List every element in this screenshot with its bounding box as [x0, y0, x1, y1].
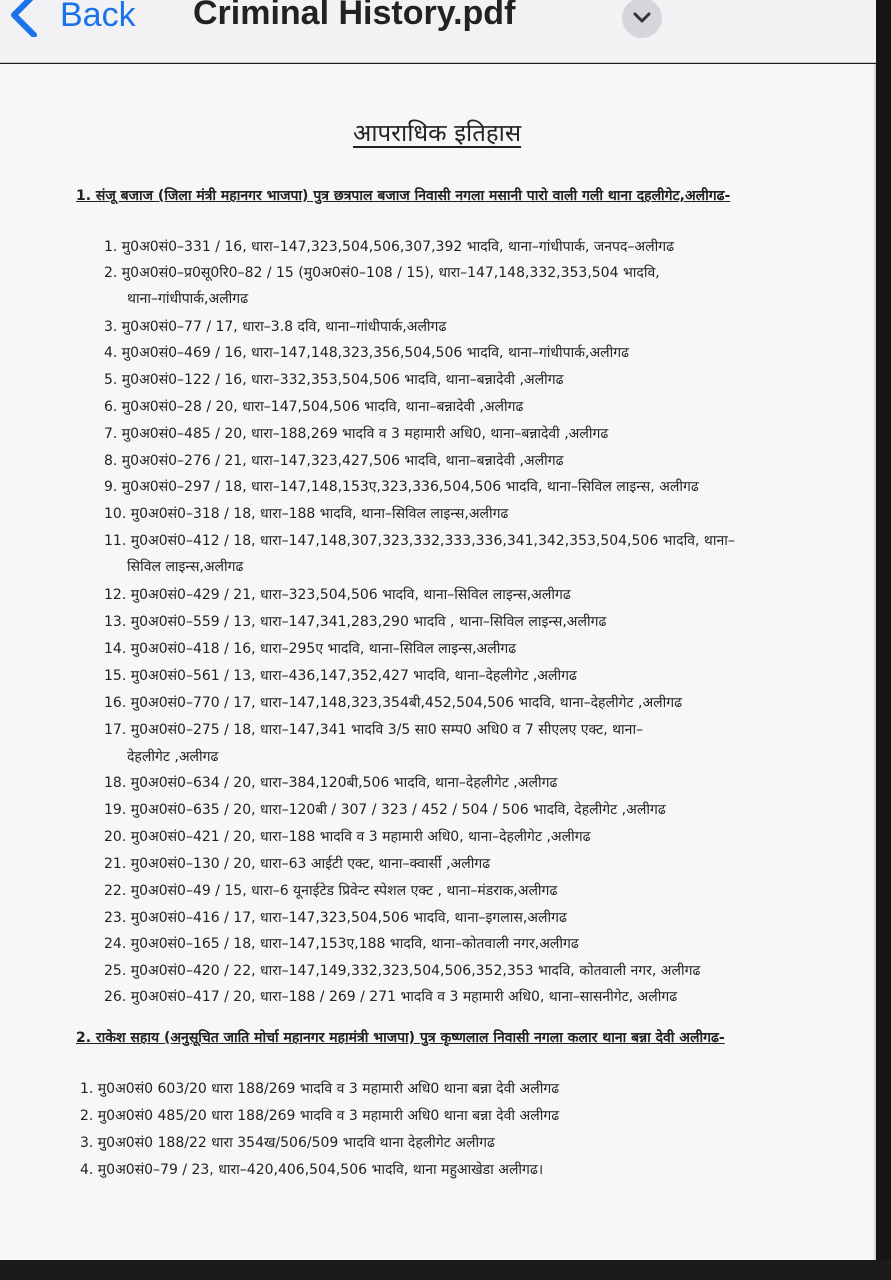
case-entry: 15. मु0अ0सं0–561 / 13, धारा–436,147,352,427 भादवि, थाना–देहलीगेट ,अलीगढ	[104, 668, 577, 684]
case-entry: 17. मु0अ0सं0–275 / 18, धारा–147,341 भादवि 3/5 सा0 सम्प0 अधि0 व 7 सीएलए एक्ट, थाना–	[104, 722, 644, 738]
case-entry: 26. मु0अ0सं0–417 / 20, धारा–188 / 269 / 271 भादवि व 3 महामारी अधि0, थाना–सासनीगेट, अलीगढ	[104, 989, 678, 1005]
back-button[interactable]	[4, 0, 136, 40]
section-2-heading: 2. राकेश सहाय (अनुसूचित जाति मोर्चा महानगर महामंत्री भाजपा) पुत्र कृष्णलाल निवासी नगला कलार थाना बन्ना देवी अलीगढ-	[76, 1030, 725, 1046]
case-entry: 19. मु0अ0सं0–635 / 20, धारा–120बी / 307 / 323 / 452 / 504 / 506 भादवि, देहलीगेट ,अलीगढ	[104, 802, 666, 818]
case-entry: 21. मु0अ0सं0–130 / 20, धारा–63 आईटी एक्ट, थाना–क्वार्सी ,अलीगढ	[104, 856, 491, 872]
case-entry: 4. मु0अ0सं0–469 / 16, धारा–147,148,323,356,504,506 भादवि, थाना–गांधीपार्क,अलीगढ	[104, 345, 630, 361]
case-entry: 20. मु0अ0सं0–421 / 20, धारा–188 भादवि व 3 महामारी अधि0, थाना–देहलीगेट ,अलीगढ	[104, 829, 591, 845]
case-entry: 14. मु0अ0सं0–418 / 16, धारा–295ए भादवि, थाना–सिविल लाइन्स,अलीगढ	[104, 641, 517, 657]
case-entry: 18. मु0अ0सं0–634 / 20, धारा–384,120बी,506 भादवि, थाना–देहलीगेट ,अलीगढ	[104, 775, 558, 791]
screen-bottom-edge	[0, 1260, 891, 1280]
case-entry: 4. मु0अ0सं0–79 / 23, धारा–420,406,504,506 भादवि, थाना महुआखेडा अलीगढ।	[80, 1162, 544, 1178]
case-entry: 3. मु0अ0सं0 188/22 धारा 354ख/506/509 भादवि थाना देहलीगेट अलीगढ	[80, 1135, 495, 1151]
case-entry: 7. मु0अ0सं0–485 / 20, धारा–188,269 भादवि व 3 महामारी अधि0, थाना–बन्नादेवी ,अलीगढ	[104, 426, 609, 442]
document-heading: आपराधिक इतिहास	[353, 119, 522, 147]
case-entry: 2. मु0अ0सं0 485/20 धारा 188/269 भादवि व 3 महामारी अधि0 थाना बन्ना देवी अलीगढ	[80, 1108, 560, 1124]
chevron-left-icon	[4, 0, 46, 37]
case-entry: 12. मु0अ0सं0–429 / 21, धारा–323,504,506 भादवि, थाना–सिविल लाइन्स,अलीगढ	[104, 587, 571, 603]
case-entry: 6. मु0अ0सं0–28 / 20, धारा–147,504,506 भादवि, थाना–बन्नादेवी ,अलीगढ	[104, 399, 524, 415]
top-navigation-bar	[0, 0, 891, 63]
case-entry: 23. मु0अ0सं0–416 / 17, धारा–147,323,504,506 भादवि, थाना–इगलास,अलीगढ	[104, 910, 567, 926]
case-entry: 16. मु0अ0सं0–770 / 17, धारा–147,148,323,354बी,452,504,506 भादवि, थाना–देहलीगेट ,अलीगढ	[104, 695, 683, 711]
screen-edge	[876, 0, 891, 1280]
case-entry: 1. मु0अ0सं0 603/20 धारा 188/269 भादवि व 3 महामारी अधि0 थाना बन्ना देवी अलीगढ	[80, 1081, 560, 1097]
case-entry: देहलीगेट ,अलीगढ	[127, 749, 219, 765]
case-entry: 24. मु0अ0सं0–165 / 18, धारा–147,153ए,188 भादवि, थाना–कोतवाली नगर,अलीगढ	[104, 936, 579, 952]
case-entry: 5. मु0अ0सं0–122 / 16, धारा–332,353,504,506 भादवि, थाना–बन्नादेवी ,अलीगढ	[104, 372, 564, 388]
case-entry: 22. मु0अ0सं0–49 / 15, धारा–6 यूनाईटेड प्रिवेन्ट स्पेशल एक्ट , थाना–मंडराक,अलीगढ	[104, 883, 558, 899]
document-title[interactable]: Criminal History.pdf	[193, 0, 516, 32]
case-entry: 1. मु0अ0सं0–331 / 16, धारा–147,323,504,506,307,392 भादवि, थाना–गांधीपार्क, जनपद–अलीगढ	[104, 239, 675, 255]
case-entry: सिविल लाइन्स,अलीगढ	[127, 559, 244, 575]
case-entry: 10. मु0अ0सं0–318 / 18, धारा–188 भादवि, थाना–सिविल लाइन्स,अलीगढ	[104, 506, 509, 522]
chevron-down-icon	[632, 11, 652, 25]
title-menu-button[interactable]	[622, 0, 662, 38]
case-entry: 3. मु0अ0सं0–77 / 17, धारा–3.8 दवि, थाना–गांधीपार्क,अलीगढ	[104, 319, 447, 335]
case-entry: 2. मु0अ0सं0–प्र0सू0रि0–82 / 15 (मु0अ0सं0–108 / 15), धारा–147,148,332,353,504 भादवि,	[104, 265, 660, 281]
section-1-heading: 1. संजू बजाज (जिला मंत्री महानगर भाजपा) पुत्र छत्रपाल बजाज निवासी नगला मसानी पारो वाली गली थाना दहलीगेट,अलीगढ-	[76, 188, 731, 204]
case-entry: 13. मु0अ0सं0–559 / 13, धारा–147,341,283,290 भादवि , थाना–सिविल लाइन्स,अलीगढ	[104, 614, 607, 630]
case-entry: 8. मु0अ0सं0–276 / 21, धारा–147,323,427,506 भादवि, थाना–बन्नादेवी ,अलीगढ	[104, 453, 564, 469]
document-content	[0, 64, 876, 1260]
pdf-page[interactable]	[0, 64, 876, 1260]
case-entry: थाना–गांधीपार्क,अलीगढ	[127, 291, 249, 307]
case-entry: 25. मु0अ0सं0–420 / 22, धारा–147,149,332,323,504,506,352,353 भादवि, कोतवाली नगर, अलीगढ	[104, 963, 701, 979]
case-entry: 9. मु0अ0सं0–297 / 18, धारा–147,148,153ए,323,336,504,506 भादवि, थाना–सिविल लाइन्स, अलीगढ	[104, 479, 699, 495]
back-label: Back	[60, 0, 136, 34]
case-entry: 11. मु0अ0सं0–412 / 18, धारा–147,148,307,323,332,333,336,341,342,353,504,506 भादवि, थाना–	[104, 533, 735, 549]
